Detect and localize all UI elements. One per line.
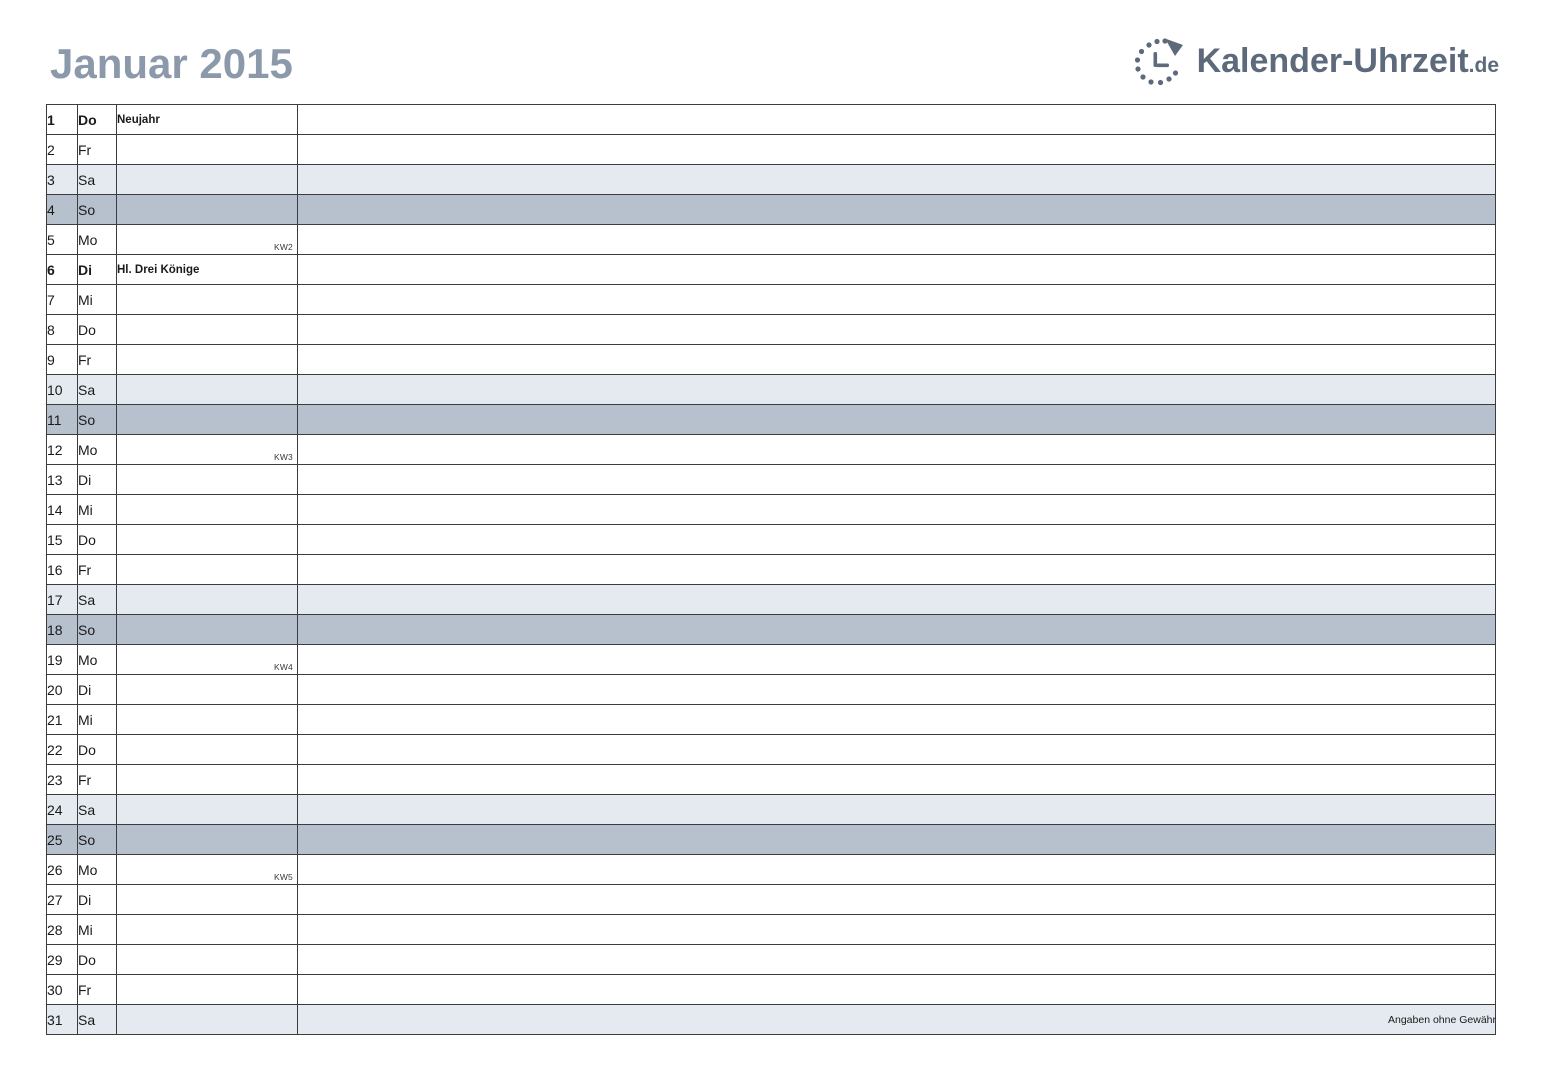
table-row <box>47 315 1496 345</box>
weekday-label: Do <box>78 735 117 765</box>
note-cell[interactable] <box>298 495 1496 525</box>
day-number: 10 <box>47 375 78 405</box>
weekday-label: Di <box>78 675 117 705</box>
holiday-cell <box>117 345 298 375</box>
weekday-label: Sa <box>78 795 117 825</box>
holiday-cell <box>117 615 298 645</box>
weekday-label: Fr <box>78 135 117 165</box>
day-number: 27 <box>47 885 78 915</box>
note-cell[interactable] <box>298 705 1496 735</box>
day-number: 6 <box>47 255 78 285</box>
table-row <box>47 525 1496 555</box>
weekday-label: Sa <box>78 1005 117 1035</box>
day-number: 28 <box>47 915 78 945</box>
table-row <box>47 465 1496 495</box>
table-row <box>47 915 1496 945</box>
day-number: 12 <box>47 435 78 465</box>
table-row <box>47 285 1496 315</box>
week-number-label: KW2 <box>273 242 293 252</box>
day-number: 16 <box>47 555 78 585</box>
table-row <box>47 795 1496 825</box>
note-cell[interactable] <box>298 795 1496 825</box>
day-number: 14 <box>47 495 78 525</box>
day-number: 18 <box>47 615 78 645</box>
table-row <box>47 885 1496 915</box>
note-cell[interactable] <box>298 525 1496 555</box>
table-row <box>47 195 1496 225</box>
day-number: 20 <box>47 675 78 705</box>
holiday-cell <box>117 435 298 465</box>
note-cell[interactable] <box>298 345 1496 375</box>
table-row <box>47 705 1496 735</box>
note-cell[interactable] <box>298 165 1496 195</box>
note-cell[interactable] <box>298 585 1496 615</box>
holiday-cell <box>117 255 298 285</box>
day-number: 2 <box>47 135 78 165</box>
weekday-label: Fr <box>78 555 117 585</box>
weekday-label: So <box>78 615 117 645</box>
holiday-cell <box>117 765 298 795</box>
page-title: Januar 2015 <box>50 40 293 87</box>
day-number: 26 <box>47 855 78 885</box>
day-number: 19 <box>47 645 78 675</box>
table-row <box>47 255 1496 285</box>
footnote: Angaben ohne Gewähr <box>1388 1014 1496 1026</box>
day-number: 21 <box>47 705 78 735</box>
note-cell[interactable] <box>298 465 1496 495</box>
note-cell[interactable] <box>298 435 1496 465</box>
table-row <box>47 435 1496 465</box>
holiday-cell <box>117 135 298 165</box>
note-cell[interactable] <box>298 195 1496 225</box>
day-number: 8 <box>47 315 78 345</box>
note-cell[interactable] <box>298 855 1496 885</box>
table-row <box>47 135 1496 165</box>
holiday-label: Neujahr <box>117 113 160 126</box>
holiday-cell <box>117 375 298 405</box>
table-row <box>47 345 1496 375</box>
logo-text-tld: .de <box>1468 54 1499 77</box>
holiday-cell <box>117 855 298 885</box>
weekday-label: Mi <box>78 705 117 735</box>
weekday-label: Do <box>78 945 117 975</box>
table-row <box>47 855 1496 885</box>
note-cell[interactable] <box>298 645 1496 675</box>
note-cell[interactable] <box>298 675 1496 705</box>
weekday-label: Do <box>78 525 117 555</box>
day-number: 9 <box>47 345 78 375</box>
holiday-cell <box>117 945 298 975</box>
table-row <box>47 585 1496 615</box>
table-row <box>47 975 1496 1005</box>
table-row <box>47 495 1496 525</box>
table-row <box>47 375 1496 405</box>
day-number: 30 <box>47 975 78 1005</box>
calendar-table <box>46 104 1496 1035</box>
weekday-label: So <box>78 405 117 435</box>
note-cell[interactable] <box>298 135 1496 165</box>
note-cell[interactable] <box>298 225 1496 255</box>
note-cell[interactable] <box>298 255 1496 285</box>
holiday-cell <box>117 285 298 315</box>
week-number-label: KW5 <box>273 872 293 882</box>
table-row <box>47 765 1496 795</box>
table-row <box>47 645 1496 675</box>
holiday-cell <box>117 555 298 585</box>
weekday-label: Sa <box>78 585 117 615</box>
table-row <box>47 165 1496 195</box>
weekday-label: Fr <box>78 765 117 795</box>
day-number: 15 <box>47 525 78 555</box>
weekday-label: So <box>78 825 117 855</box>
week-number-label: KW4 <box>273 662 293 672</box>
holiday-cell <box>117 585 298 615</box>
note-cell[interactable] <box>298 765 1496 795</box>
weekday-label: Mo <box>78 435 117 465</box>
site-logo[interactable] <box>1131 30 1499 92</box>
note-cell[interactable] <box>298 945 1496 975</box>
note-cell[interactable] <box>298 735 1496 765</box>
note-cell[interactable] <box>298 975 1496 1005</box>
note-cell[interactable] <box>298 615 1496 645</box>
holiday-cell <box>117 105 298 135</box>
holiday-cell <box>117 195 298 225</box>
holiday-cell <box>117 225 298 255</box>
table-row <box>47 105 1496 135</box>
day-number: 13 <box>47 465 78 495</box>
day-number: 7 <box>47 285 78 315</box>
day-number: 11 <box>47 405 78 435</box>
holiday-cell <box>117 675 298 705</box>
day-number: 1 <box>47 105 78 135</box>
day-number: 29 <box>47 945 78 975</box>
holiday-label: Hl. Drei Könige <box>117 263 200 276</box>
holiday-cell <box>117 885 298 915</box>
holiday-cell <box>117 495 298 525</box>
table-row <box>47 825 1496 855</box>
day-number: 3 <box>47 165 78 195</box>
weekday-label: Di <box>78 255 117 285</box>
weekday-label: Do <box>78 105 117 135</box>
note-cell[interactable] <box>298 885 1496 915</box>
note-cell[interactable] <box>298 405 1496 435</box>
table-row <box>47 225 1496 255</box>
holiday-cell <box>117 795 298 825</box>
table-row <box>47 555 1496 585</box>
note-cell[interactable] <box>298 825 1496 855</box>
note-cell[interactable] <box>298 315 1496 345</box>
table-row <box>47 615 1496 645</box>
holiday-cell <box>117 315 298 345</box>
page-header <box>0 0 1565 104</box>
day-number: 4 <box>47 195 78 225</box>
weekday-label: Do <box>78 315 117 345</box>
holiday-cell <box>117 405 298 435</box>
logo-text-main: Kalender-Uhrzeit <box>1196 42 1469 80</box>
weekday-label: Di <box>78 885 117 915</box>
holiday-cell <box>117 735 298 765</box>
table-row <box>47 675 1496 705</box>
weekday-label: Di <box>78 465 117 495</box>
holiday-cell <box>117 825 298 855</box>
calendar-body <box>47 105 1496 1035</box>
clock-arrow-icon <box>1131 32 1193 90</box>
table-row <box>47 945 1496 975</box>
weekday-label: Mo <box>78 645 117 675</box>
day-number: 22 <box>47 735 78 765</box>
day-number: 23 <box>47 765 78 795</box>
weekday-label: Sa <box>78 375 117 405</box>
note-cell[interactable] <box>298 915 1496 945</box>
holiday-cell <box>117 645 298 675</box>
day-number: 17 <box>47 585 78 615</box>
holiday-cell <box>117 975 298 1005</box>
note-cell[interactable] <box>298 375 1496 405</box>
note-cell[interactable] <box>298 105 1496 135</box>
holiday-cell <box>117 915 298 945</box>
week-number-label: KW3 <box>273 452 293 462</box>
day-number: 24 <box>47 795 78 825</box>
weekday-label: Mo <box>78 225 117 255</box>
weekday-label: Mi <box>78 285 117 315</box>
table-row <box>47 405 1496 435</box>
weekday-label: Fr <box>78 975 117 1005</box>
calendar-table-wrap <box>46 104 1496 1035</box>
weekday-label: Fr <box>78 345 117 375</box>
weekday-label: Mi <box>78 495 117 525</box>
holiday-cell <box>117 465 298 495</box>
holiday-cell <box>117 525 298 555</box>
holiday-cell <box>117 705 298 735</box>
day-number: 31 <box>47 1005 78 1035</box>
table-row <box>47 735 1496 765</box>
weekday-label: Mo <box>78 855 117 885</box>
note-cell[interactable] <box>298 555 1496 585</box>
holiday-cell <box>117 165 298 195</box>
day-number: 5 <box>47 225 78 255</box>
logo-text <box>1197 44 1499 78</box>
day-number: 25 <box>47 825 78 855</box>
weekday-label: Sa <box>78 165 117 195</box>
note-cell[interactable] <box>298 285 1496 315</box>
weekday-label: Mi <box>78 915 117 945</box>
weekday-label: So <box>78 195 117 225</box>
